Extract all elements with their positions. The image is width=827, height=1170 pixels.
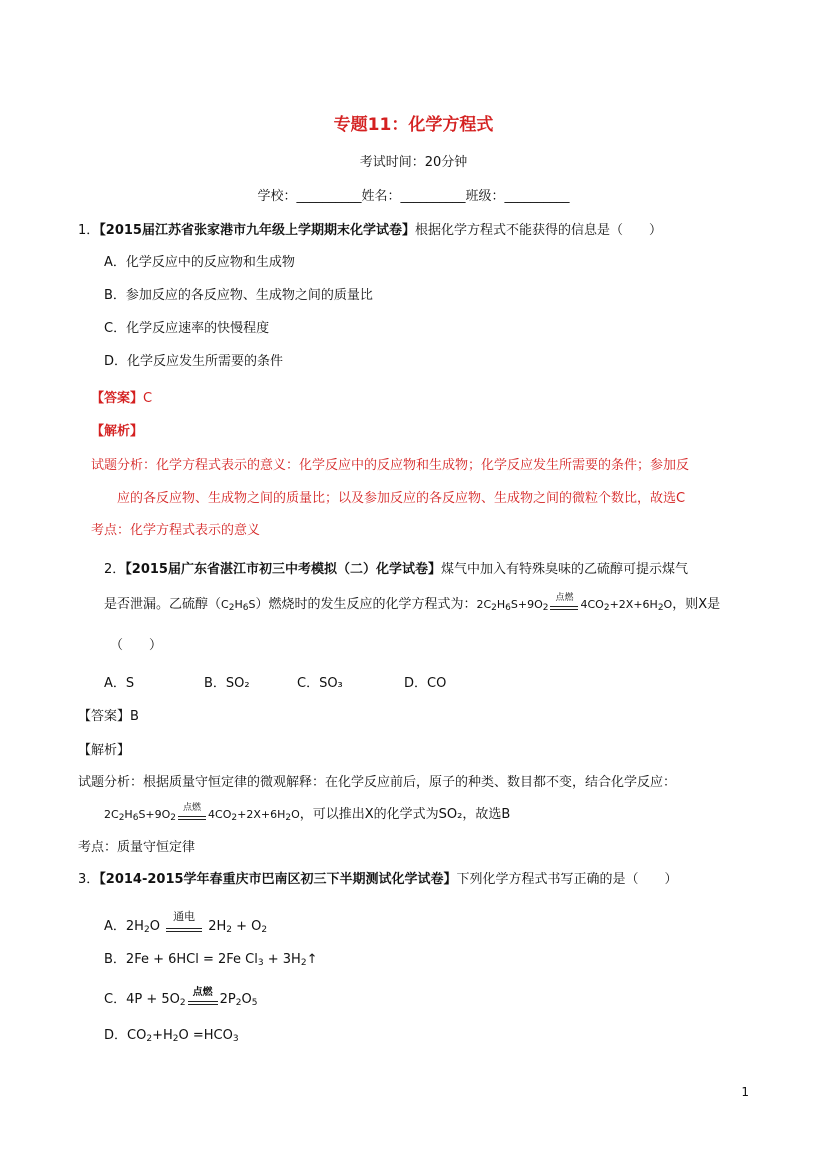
q1-answer-value: C: [143, 391, 153, 406]
q2-analysis-label: 【解析】: [78, 743, 131, 758]
q3-source: 【2014-2015学年春重庆市巴南区初三下半期测试化学试卷】: [99, 872, 457, 887]
q2-text2c: ，则X是: [672, 597, 721, 612]
q3-option-d: D．$CO_2+H_2O =HCO_3$: [104, 1028, 239, 1044]
q2-analysis-tail: ，可以推出X的化学式为SO₂，故选B: [299, 807, 511, 822]
q1-source: 【2015届江苏省张家港市九年级上学期期末化学试卷】: [99, 223, 415, 238]
question-2: [104, 558, 688, 577]
q2-line2: 是否泄漏。乙硫醇$(C_2H_6S)$燃烧时的发生反应的化学方程式为：$2C_2H_6S+9O_2$ 点燃 $4CO_2+2X+6H_2O$，则X是: [104, 593, 720, 613]
q3-text: 下列化学方程式书写正确的是（ ）: [456, 872, 678, 887]
page-number: 1: [741, 1085, 749, 1099]
q1-option-b: B．参加反应的各反应物、生成物之间的质量比: [104, 288, 373, 303]
q2-source: 【2015届广东省湛江市初三中考模拟（二）化学试卷】: [125, 562, 441, 577]
q3-option-b: B．2Fe + 6HCl = 2Fe $Cl_3$ + $3H_2↑$: [104, 952, 318, 968]
q2-point: 考点：质量守恒定律: [78, 840, 196, 855]
q2-condition: 点燃: [555, 593, 574, 603]
exam-time: 考试时间：20分钟: [359, 155, 468, 170]
q1-analysis-line1: 试题分析：化学方程式表示的意义：化学反应中的反应物和生成物；化学反应发生所需要的条件；参加反: [91, 458, 690, 473]
q1-text: 根据化学方程式不能获得的信息是（ ）: [414, 223, 662, 238]
q1-answer: [91, 387, 152, 406]
q2-answer-label: 【答案】: [78, 709, 131, 724]
q2-number: 2．: [104, 562, 126, 577]
q2-option-a: A．S: [104, 676, 135, 691]
q2-option-b: B．SO₂: [204, 676, 250, 691]
q2-option-d: D．CO: [404, 676, 447, 691]
q1-analysis-line2: 应的各反应物、生成物之间的质量比；以及参加反应的各反应物、生成物之间的微粒个数比，故选C: [117, 491, 686, 506]
page-title: 专题11：化学方程式: [333, 115, 494, 135]
q1-number: 1．: [78, 223, 100, 238]
question-3: [78, 868, 678, 887]
q1-option-c: C．化学反应速率的快慢程度: [104, 321, 270, 336]
q1-point: 考点：化学方程式表示的意义: [91, 523, 261, 538]
q1-option-d: D．化学反应发生所需要的条件: [104, 354, 284, 369]
header-fields: 学校：__________姓名：__________班级：__________: [257, 189, 570, 204]
q3-option-c: C．$4P + 5O_2$ 点燃 $2P_2O_5$: [104, 988, 257, 1008]
q2-answer: [78, 705, 139, 724]
q2-blank: （ ）: [110, 638, 163, 653]
q2-equation: $2C_2H_6S+9O_2$ 点燃 $4CO_2+2X+6H_2O$: [476, 598, 672, 611]
q2-analysis-line2: $2C_2H_6S+9O_2$ 点燃 $4CO_2+2X+6H_2O$，可以推出X的化学式为SO₂，故选B: [104, 803, 510, 823]
q1-analysis-label: 【解析】: [91, 424, 144, 439]
q2-text1: 煤气中加入有特殊臭味的乙硫醇可提示煤气: [440, 562, 688, 577]
q3-option-a: A．$2H_2O$ 通电 $2H_2 + O_2$: [104, 909, 268, 935]
q2-text2a: 是否泄漏。乙硫醇（: [104, 597, 222, 612]
q2-answer-value: B: [130, 709, 139, 724]
q1-answer-label: 【答案】: [91, 391, 144, 406]
q3-number: 3．: [78, 872, 100, 887]
q1-option-a: A．化学反应中的反应物和生成物: [104, 255, 295, 270]
q2-analysis-condition: 点燃: [183, 803, 202, 813]
q3-condition-a: 通电: [173, 909, 196, 923]
q2-text2b: ）燃烧时的发生反应的化学方程式为：: [255, 597, 477, 612]
q2-analysis-line1: 试题分析：根据质量守恒定律的微观解释：在化学反应前后，原子的种类、数目都不变，结合化学反应：: [78, 775, 677, 790]
question-1: [78, 219, 662, 238]
q3-condition-c: 点燃: [192, 986, 213, 998]
q2-option-c: C．SO₃: [297, 676, 343, 691]
